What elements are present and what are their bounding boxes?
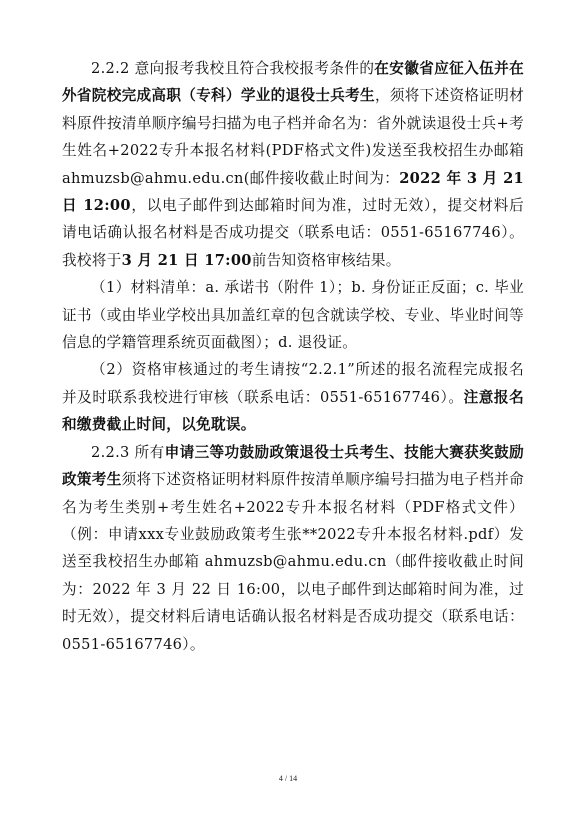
paragraph-review-process-text: （2）资格审核通过的考生请按“2.2.1”所述的报名流程完成报名并及时联系我校进行审核（联系电话：0551-65167746）。	[62, 361, 524, 406]
paragraph-material-list: （1）材料清单：a. 承诺书（附件 1）；b. 身份证正反面；c. 毕业证书（或由毕业学校出具加盖红章的包含就读学校、专业、毕业时间等信息的学籍管理系统页面截图）；d. 退役证。	[62, 279, 524, 352]
paragraph-2-2-2-instructions: ，须将下述资格证明材料原件按清单顺序编号扫描为电子档并命名为：省外就读退役士兵+考生姓名+2022专升本报名材料(PDF格式文件)发送至我校招生办邮箱 ahmuzsb@ahmu.edu.cn(邮件接收截止时间为：	[62, 87, 524, 187]
paragraph-2-2-2-result-date: 3 月 21 日 17:00	[121, 251, 252, 269]
paragraph-2-2-2	[62, 55, 524, 274]
paragraph-2-2-3-target-group: 申请三等功鼓励政策退役士兵考生、技能大赛获奖鼓励政策考生	[62, 443, 525, 489]
paragraph-2-2-2-target-group: 在安徽省应征入伍并在外省院校完成高职（专科）学业的退役士兵考生	[62, 60, 524, 105]
paragraph-review-process	[62, 356, 524, 438]
paragraph-2-2-3	[62, 439, 524, 658]
paragraph-2-2-3-instructions: 须将下述资格证明材料原件按清单顺序编号扫描为电子档并命名为考生类别+考生姓名+2022专升本报名材料（PDF格式文件）（例：申请xxx专业鼓励政策考生张**2022专升本报名材料.pdf）发送至我校招生办邮箱 ahmuzsb@ahmu.edu.cn（邮件接收截止时间为：2022 年 3 月 22 日 16:00，以电子邮件到达邮箱时间为准，过时无效），提交材料后请电话确认报名材料是否成功提交（联系电话：0551-65167746）。	[62, 471, 525, 653]
page-number: 4 / 14	[278, 774, 298, 783]
paragraph-2-2-2-intro: 2.2.2 意向报考我校且符合我校报考条件的	[91, 60, 375, 77]
paragraph-2-2-2-confirmation: ，以电子邮件到达邮箱时间为准，过时无效），提交材料后请电话确认报名材料是否成功提交（联系电话：0551-65167746）。我校将于	[62, 197, 524, 269]
paragraph-2-2-2-result-text: 前告知资格审核结果。	[251, 251, 401, 269]
document-body	[62, 55, 524, 658]
paragraph-review-process-warning: 注意报名和缴费截止时间，以免耽误。	[62, 388, 524, 434]
paragraph-2-2-2-deadline: 2022 年 3 月 21 日 12:00	[62, 169, 524, 215]
paragraph-2-2-3-intro: 2.2.3 所有	[91, 443, 165, 461]
